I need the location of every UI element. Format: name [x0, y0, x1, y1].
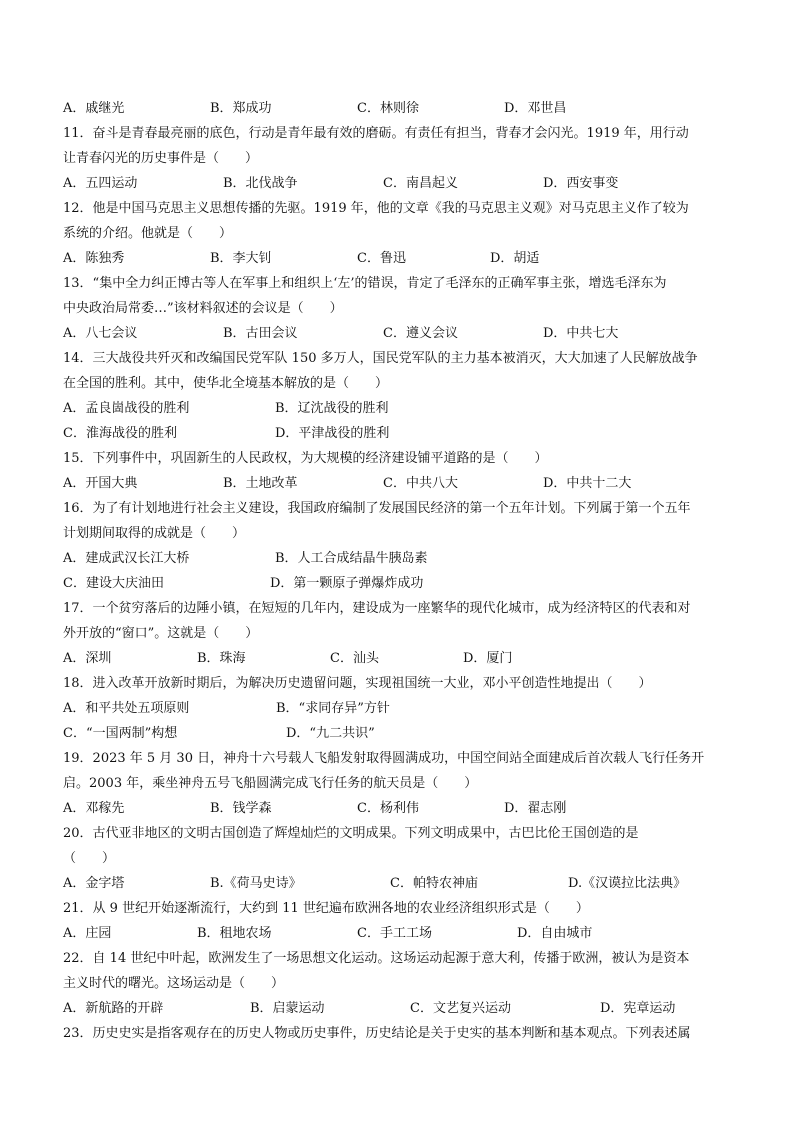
answer-option: B．土地改革 [223, 476, 298, 491]
question-stem-line: 13．“集中全力纠正博古等人在军事上和组织上‘左’的错误，肯定了毛泽东的正确军事主张，增选毛泽东为 [63, 276, 667, 291]
answer-option: D．邓世昌 [504, 101, 567, 116]
answer-option: B.《荷马史诗》 [210, 876, 302, 891]
question-stem-line: 17．一个贫穷落后的边陲小镇，在短短的几年内，建设成为一座繁华的现代化城市，成为经济特区的代表和对 [63, 601, 691, 616]
answer-option: A．深圳 [63, 651, 112, 666]
answer-option: C．文艺复兴运动 [410, 1001, 511, 1016]
question-stem-line: 11．奋斗是青春最亮丽的底色，行动是青年最有效的磨砺。有责任有担当，背春才会闪光。1919 年，用行动 [63, 126, 689, 141]
answer-option: B．租地农场 [197, 926, 272, 941]
answer-option: C．杨利伟 [357, 801, 419, 816]
question-stem-line: 15．下列事件中，巩固新生的人民政权，为大规模的经济建设铺平道路的是（ ） [63, 451, 548, 466]
answer-option: C．林则徐 [357, 101, 419, 116]
answer-option: D.《汉谟拉比法典》 [568, 876, 687, 891]
answer-option: B．李大钊 [210, 251, 272, 266]
answer-option: D．翟志刚 [504, 801, 567, 816]
answer-option: A．孟良崮战役的胜利 [63, 401, 190, 416]
question-stem-line: 主义时代的曙光。这场运动是（ ） [63, 976, 285, 991]
answer-option: A．庄园 [63, 926, 112, 941]
answer-option: A．邓稼先 [63, 801, 125, 816]
answer-option: A．和平共处五项原则 [63, 701, 190, 716]
answer-option: D．胡适 [490, 251, 540, 266]
answer-option: D．中共七大 [543, 326, 619, 341]
answer-option: B．人工合成结晶牛胰岛素 [275, 551, 428, 566]
question-stem-line: 计划期间取得的成就是（ ） [63, 526, 246, 541]
answer-option: B．“求同存异”方针 [276, 701, 390, 716]
answer-option: D．“九二共识” [286, 726, 375, 741]
answer-option: B．北伐战争 [223, 176, 298, 191]
answer-option: D．中共十二大 [543, 476, 632, 491]
answer-option: C．淮海战役的胜利 [63, 426, 177, 441]
answer-option: C．南昌起义 [383, 176, 458, 191]
answer-option: C．“一国两制”构想 [63, 726, 178, 741]
question-stem-line: 系统的介绍。他就是（ ） [63, 226, 233, 241]
question-stem-line: 在全国的胜利。其中，使华北全境基本解放的是（ ） [63, 376, 389, 391]
answer-option: A．陈独秀 [63, 251, 125, 266]
question-stem-line: 21．从 9 世纪开始逐渐流行，大约到 11 世纪遍布欧洲各地的农业经济组织形式是（ ） [63, 901, 589, 916]
question-stem-line: 20．古代亚非地区的文明古国创造了辉煌灿烂的文明成果。下列文明成果中，古巴比伦王国创造的是 [63, 826, 639, 841]
question-stem-line: 14．三大战役共歼灭和改编国民党军队 150 多万人，国民党军队的主力基本被消灭，大大加速了人民解放战争 [63, 351, 698, 366]
answer-option: A．开国大典 [63, 476, 138, 491]
answer-option: B．珠海 [197, 651, 246, 666]
answer-option: A．八七会议 [63, 326, 138, 341]
question-stem-line: 中央政治局常委…”该材料叙述的会议是（ ） [63, 301, 343, 316]
answer-option: B．钱学森 [210, 801, 272, 816]
question-stem-line: 12．他是中国马克思主义思想传播的先驱。1919 年，他的文章《我的马克思主义观》对马克思主义作了较为 [63, 201, 689, 216]
answer-option: C．中共八大 [383, 476, 458, 491]
answer-option: B．启蒙运动 [250, 1001, 325, 1016]
question-stem-line: 23．历史史实是指客观存在的历史人物或历史事件，历史结论是关于史实的基本判断和基本观点。下列表述属 [63, 1026, 691, 1041]
answer-option: D．宪章运动 [600, 1001, 676, 1016]
question-stem-line: 19．2023 年 5 月 30 日，神舟十六号载人飞船发射取得圆满成功，中国空间站全面建成后首次载人飞行任务开 [63, 751, 705, 766]
answer-option: D．第一颗原子弹爆炸成功 [270, 576, 424, 591]
answer-option: A．戚继光 [63, 101, 125, 116]
question-stem-line: （ ） [63, 851, 116, 866]
answer-option: B．古田会议 [223, 326, 298, 341]
answer-option: C．建设大庆油田 [63, 576, 164, 591]
answer-option: A．五四运动 [63, 176, 138, 191]
answer-option: C．帕特农神庙 [390, 876, 478, 891]
question-stem-line: 外开放的“窗口”。这就是（ ） [63, 626, 259, 641]
question-stem-line: 让青春闪光的历史事件是（ ） [63, 151, 259, 166]
answer-option: B．辽沈战役的胜利 [275, 401, 389, 416]
answer-option: A．金字塔 [63, 876, 125, 891]
answer-option: C．鲁迅 [357, 251, 406, 266]
answer-option: D．平津战役的胜利 [275, 426, 390, 441]
answer-option: A．新航路的开辟 [63, 1001, 164, 1016]
answer-option: D．厦门 [463, 651, 513, 666]
answer-option: D．自由城市 [517, 926, 593, 941]
answer-option: D．西安事变 [543, 176, 619, 191]
answer-option: C．手工工场 [357, 926, 432, 941]
answer-option: A．建成武汉长江大桥 [63, 551, 190, 566]
question-stem-line: 16．为了有计划地进行社会主义建设，我国政府编制了发展国民经济的第一个五年计划。下列属于第一个五年 [63, 501, 691, 516]
question-stem-line: 18．进入改革开放新时期后，为解决历史遗留问题，实现祖国统一大业，邓小平创造性地提出（ ） [63, 676, 652, 691]
answer-option: B．郑成功 [210, 101, 272, 116]
question-stem-line: 22．自 14 世纪中叶起，欧洲发生了一场思想文化运动。这场运动起源于意大利，传播于欧洲，被认为是资本 [63, 951, 690, 966]
answer-option: C．遵义会议 [383, 326, 458, 341]
question-stem-line: 启。2003 年，乘坐神舟五号飞船圆满完成飞行任务的航天员是（ ） [63, 776, 478, 791]
answer-option: C．汕头 [330, 651, 379, 666]
